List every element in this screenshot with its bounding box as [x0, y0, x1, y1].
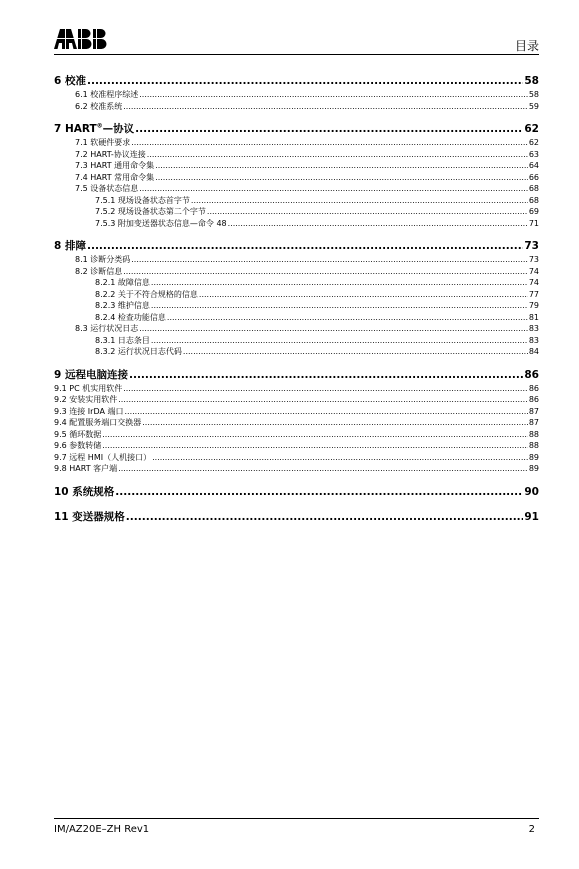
toc-entry[interactable]: [54, 74, 539, 89]
dot-leader: [102, 440, 528, 452]
toc-entry-title: 6.1 校准程序综述: [75, 90, 139, 99]
dot-leader: [87, 74, 523, 89]
toc-entry-page: 64: [528, 161, 539, 170]
toc-entry-page: 89: [528, 464, 539, 473]
toc-entry-title: 7.5 设备状态信息: [75, 184, 139, 193]
toc-entry-title: 6 校准: [54, 75, 86, 87]
dot-leader: [118, 394, 528, 406]
toc-entry-title: 9.7 远程 HMI（人机接口）: [54, 452, 152, 462]
dot-leader: [118, 463, 528, 475]
dot-leader: [142, 417, 528, 429]
dot-leader: [167, 312, 528, 324]
dot-leader: [139, 183, 528, 195]
toc-entry[interactable]: [54, 149, 539, 161]
toc-entry-page: 74: [528, 278, 539, 287]
toc-entry-title: 7.4 HART 常用命令集: [75, 172, 155, 182]
toc-entry-title: 9.8 HART 客户端: [54, 464, 118, 473]
page-number: 2: [528, 824, 535, 835]
toc-entry-title: 9.4 配置服务端口交换器: [54, 418, 142, 427]
toc-entry[interactable]: [54, 218, 539, 230]
toc-entry[interactable]: [54, 289, 539, 301]
toc-entry-title: 7.5.2 现场设备状态第二个字节: [95, 207, 206, 216]
toc-entry[interactable]: [54, 277, 539, 289]
toc-entry-page: 62: [528, 138, 539, 147]
toc-entry-page: 77: [528, 289, 539, 299]
toc-entry-page: 86: [528, 383, 539, 393]
toc-entry[interactable]: [54, 101, 539, 113]
toc-entry-title: 10 系统规格: [54, 485, 115, 498]
toc-entry[interactable]: [54, 346, 539, 358]
toc-section-8: [54, 239, 539, 358]
toc-entry[interactable]: [54, 368, 539, 383]
toc-entry[interactable]: [54, 266, 539, 278]
toc-entry-page: 73: [528, 255, 539, 264]
toc-section-7: [54, 122, 539, 229]
toc-entry-title: 8.2.1 故障信息: [95, 278, 150, 287]
dot-leader: [191, 195, 528, 207]
toc-entry-page: 62: [524, 123, 539, 135]
toc-entry-title: 8.3.2 运行状况日志代码: [95, 347, 182, 356]
dot-leader: [87, 239, 523, 254]
dot-leader: [228, 218, 528, 230]
dot-leader: [135, 122, 523, 137]
toc-entry-title: 8.1 诊断分类码: [75, 255, 131, 264]
dot-leader: [126, 510, 524, 525]
toc-entry[interactable]: [54, 440, 539, 452]
toc-entry[interactable]: [54, 417, 539, 429]
toc-entry-page: 88: [528, 441, 539, 450]
toc-entry-page: 73: [524, 240, 539, 252]
toc-entry[interactable]: [54, 254, 539, 266]
toc-section-10: [54, 485, 539, 500]
toc-entry-page: 58: [524, 75, 539, 87]
dot-leader: [151, 277, 528, 289]
toc-entry-page: 90: [524, 485, 539, 498]
toc-entry[interactable]: [54, 335, 539, 347]
toc-entry-title: 8.2.4 检查功能信息: [95, 312, 166, 322]
header-divider: [54, 54, 539, 55]
toc-entry-page: 89: [528, 452, 539, 462]
toc-entry-page: 86: [524, 368, 539, 381]
dot-leader: [123, 383, 528, 395]
toc-entry[interactable]: [54, 300, 539, 312]
toc-entry[interactable]: [54, 206, 539, 218]
dot-leader: [147, 149, 528, 161]
toc-entry-page: 83: [528, 335, 539, 345]
dot-leader: [151, 300, 528, 312]
table-of-contents: [54, 74, 539, 535]
dot-leader: [123, 266, 528, 278]
dot-leader: [139, 323, 528, 335]
dot-leader: [199, 289, 528, 301]
toc-entry[interactable]: [54, 172, 539, 184]
document-id: IM/AZ20E–ZH Rev1: [54, 824, 150, 835]
toc-entry-page: 71: [528, 218, 539, 228]
dot-leader: [152, 452, 528, 464]
page-header-title: 目录: [514, 39, 539, 53]
footer-divider: [54, 818, 539, 819]
toc-entry[interactable]: [54, 195, 539, 207]
toc-section-9: [54, 368, 539, 475]
dot-leader: [155, 172, 528, 184]
toc-entry-page: 79: [528, 301, 539, 310]
toc-entry[interactable]: [54, 89, 539, 101]
dot-leader: [151, 335, 528, 347]
toc-entry-page: 63: [528, 149, 539, 159]
toc-entry[interactable]: [54, 160, 539, 172]
dot-leader: [102, 429, 528, 441]
toc-entry-page: 83: [528, 324, 539, 333]
toc-entry-title: 7.1 软硬件要求: [75, 138, 131, 147]
toc-entry-page: 87: [528, 406, 539, 416]
toc-entry[interactable]: [54, 122, 539, 137]
toc-entry-page: 69: [528, 207, 539, 216]
toc-entry-title: 8.3.1 日志条目: [95, 335, 150, 345]
dot-leader: [115, 485, 523, 500]
toc-entry-page: 87: [528, 418, 539, 427]
dot-leader: [131, 254, 528, 266]
toc-entry-page: 59: [528, 101, 539, 111]
toc-entry-title: 8 排障: [54, 240, 86, 252]
toc-entry-title: 6.2 校准系统: [75, 101, 123, 111]
toc-entry-page: 81: [528, 312, 539, 322]
dot-leader: [183, 346, 528, 358]
toc-entry-page: 84: [528, 347, 539, 356]
toc-entry-title: 8.2.2 关于不符合规格的信息: [95, 289, 198, 299]
toc-entry-title: 11 变送器规格: [54, 510, 125, 523]
toc-entry-title: 9.1 PC 机实用软件: [54, 383, 123, 393]
toc-entry-title: 8.3 运行状况日志: [75, 324, 139, 333]
toc-entry-title: 9.3 连接 IrDA 端口: [54, 406, 124, 416]
toc-entry[interactable]: [54, 137, 539, 149]
toc-entry-page: 91: [524, 510, 539, 523]
toc-entry-title: 9 远程电脑连接: [54, 368, 128, 381]
toc-entry[interactable]: [54, 239, 539, 254]
dot-leader: [155, 160, 528, 172]
dot-leader: [123, 101, 528, 113]
dot-leader: [139, 89, 528, 101]
dot-leader: [131, 137, 528, 149]
toc-entry-title: 7.3 HART 通用命令集: [75, 161, 155, 170]
toc-entry[interactable]: [54, 383, 539, 395]
toc-entry[interactable]: [54, 463, 539, 475]
registered-mark: ®: [96, 122, 103, 130]
toc-entry[interactable]: [54, 183, 539, 195]
dot-leader: [207, 206, 528, 218]
toc-entry[interactable]: [54, 452, 539, 464]
dot-leader: [125, 406, 528, 418]
toc-entry-page: 68: [528, 184, 539, 193]
toc-entry[interactable]: [54, 485, 539, 500]
dot-leader: [129, 368, 523, 383]
toc-entry[interactable]: [54, 406, 539, 418]
toc-section-11: [54, 510, 539, 525]
toc-entry-page: 74: [528, 266, 539, 276]
toc-entry-title: 8.2.3 维护信息: [95, 301, 150, 310]
toc-entry[interactable]: [54, 394, 539, 406]
toc-entry-page: 58: [528, 90, 539, 99]
toc-entry[interactable]: [54, 510, 539, 525]
toc-section-6: [54, 74, 539, 112]
toc-entry-title: 9.2 安装实用软件: [54, 395, 118, 404]
toc-entry-title: 7.5.1 现场设备状态首字节: [95, 195, 190, 205]
toc-entry-page: 68: [528, 195, 539, 205]
toc-entry-title: 8.2 诊断信息: [75, 266, 123, 276]
abb-logo: [54, 28, 110, 50]
toc-entry-title: 7.5.3 附加变送器状态信息—命令 48: [95, 218, 227, 228]
toc-entry[interactable]: [54, 323, 539, 335]
toc-entry[interactable]: [54, 429, 539, 441]
toc-entry-page: 86: [528, 395, 539, 404]
toc-entry-title: 9.5 循环数据: [54, 429, 102, 439]
toc-entry-title: 9.6 参数转储: [54, 441, 102, 450]
toc-entry-title: 7.2 HART-协议连接: [75, 149, 146, 159]
toc-entry-title: 7 HART®—协议: [54, 122, 135, 135]
toc-entry-page: 66: [528, 172, 539, 182]
toc-entry-page: 88: [528, 429, 539, 439]
toc-entry[interactable]: [54, 312, 539, 324]
